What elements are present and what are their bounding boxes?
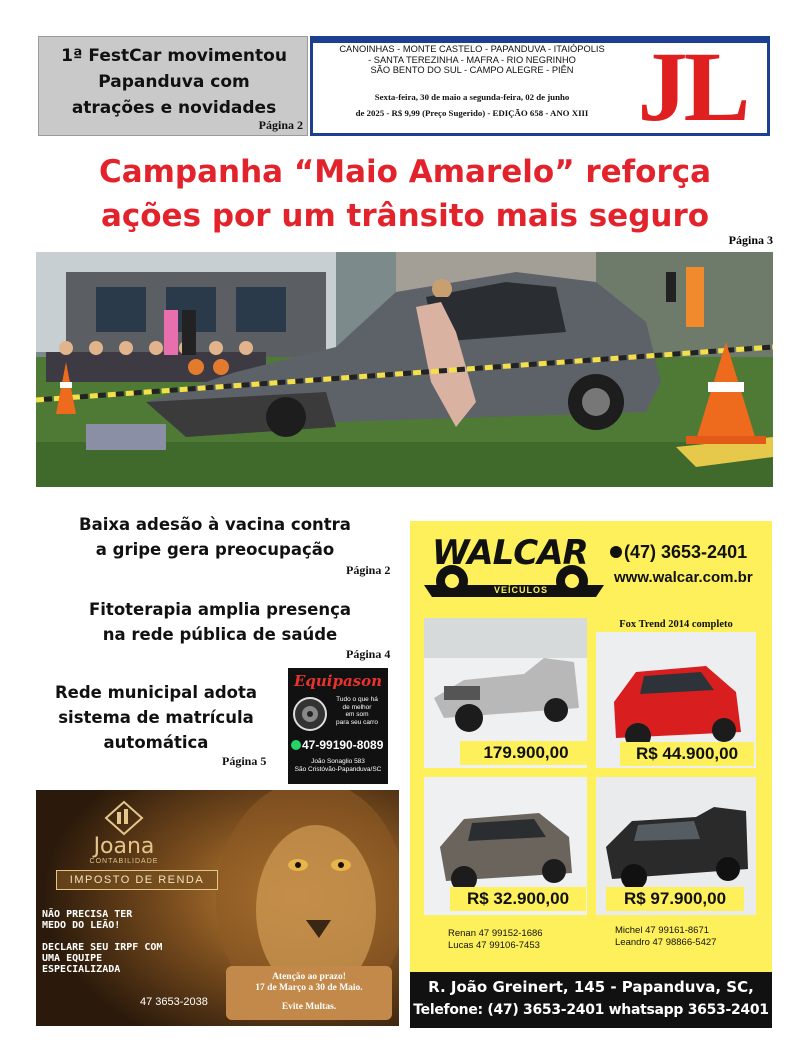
joana-brand: Joana xyxy=(93,834,155,859)
car-card-fox[interactable] xyxy=(596,618,756,768)
joana-notice2: Evite Multas. xyxy=(281,1002,337,1012)
equipason-brand: Equipason xyxy=(293,672,383,690)
headline-page-ref: Página 3 xyxy=(728,233,773,247)
contacts-right: Michel 47 99161-8671 Leandro 47 98866-5427 xyxy=(615,925,717,948)
teaser-enrollment[interactable]: Rede municipal adota sistema de matrícula automática xyxy=(54,683,258,752)
joana-call: DECLARE SEU IRPF COM UMA EQUIPE ESPECIALIZADA xyxy=(42,942,163,975)
equipason-tagline: Tudo o que há de melhor em som para seu carro xyxy=(336,696,378,726)
walcar-phones-line: Telefone: (47) 3653-2401 whatsapp 3653-2401 xyxy=(413,1002,769,1018)
main-headline[interactable]: Campanha “Maio Amarelo” reforça ações por um trânsito mais seguro xyxy=(98,154,712,234)
car-card-pickup[interactable] xyxy=(424,618,587,768)
price-fox: R$ 44.900,00 xyxy=(620,742,754,766)
main-photo xyxy=(36,252,773,487)
walcar-address-bar xyxy=(410,972,772,1028)
walcar-brand-sub: VEÍCULOS xyxy=(494,585,549,595)
equipason-phone[interactable]: 47-99190-8089 xyxy=(302,738,384,752)
joana-service: IMPOSTO DE RENDA xyxy=(56,870,218,890)
price-celta: R$ 32.900,00 xyxy=(450,887,586,911)
car-card-black[interactable] xyxy=(596,777,756,915)
whatsapp-icon xyxy=(291,740,301,750)
walcar-address: R. João Greinert, 145 - Papanduva, SC, xyxy=(428,978,754,996)
city-list: CANOINHAS - MONTE CASTELO - PAPANDUVA - ITAIÓPOLIS - SANTA TEREZINHA - MAFRA - RIO NEGRINHO SÃO BENTO DO SUL - CAMPO ALEGRE - PIÊN xyxy=(339,44,605,75)
equipason-ad[interactable] xyxy=(288,668,388,784)
teaser-enrollment-page: Página 5 xyxy=(222,754,267,768)
equipason-address: João Sonaglio 583 São Cristóvão-Papanduva/SC xyxy=(294,758,382,773)
walcar-ad[interactable] xyxy=(410,521,772,1028)
featured-label: Fox Trend 2014 completo xyxy=(596,618,756,632)
joana-phone[interactable]: 47 3653-2038 xyxy=(140,996,208,1008)
joana-notice: Atenção ao prazo! 17 de Março a 30 de Maio. xyxy=(255,972,363,993)
top-teaser-page: Página 2 xyxy=(258,118,303,132)
walcar-phone[interactable]: (47) 3653-2401 xyxy=(624,542,748,562)
walcar-website[interactable]: www.walcar.com.br xyxy=(614,569,753,586)
edition-info: Sexta-feira, 30 de maio a segunda-feira, 02 de junho de 2025 - R$ 9,99 (Preço Sugerido) - EDIÇÃO 658 - ANO XIII xyxy=(355,92,589,118)
joana-slogan: NÃO PRECISA TER MEDO DO LEÃO! xyxy=(42,909,133,931)
joana-contabilidade-ad[interactable] xyxy=(36,790,399,1026)
joana-logo-icon xyxy=(104,800,144,836)
jl-logo[interactable]: JL xyxy=(637,31,747,142)
top-teaser-title: 1ª FestCar movimentou Papanduva com atrações e novidades xyxy=(61,46,287,118)
walcar-brand: WALCAR xyxy=(432,533,588,573)
teaser-phytotherapy[interactable]: Fitoterapia amplia presença na rede pública de saúde xyxy=(89,600,351,644)
speaker-icon xyxy=(292,696,328,732)
car-card-celta[interactable] xyxy=(424,777,587,915)
price-black: R$ 97.900,00 xyxy=(606,887,744,911)
joana-deadline-box xyxy=(226,966,392,1020)
top-teaser-box[interactable] xyxy=(38,36,308,136)
crash-car-photo xyxy=(36,252,773,487)
teaser-vaccine-page: Página 2 xyxy=(346,563,391,577)
price-pickup: 179.900,00 xyxy=(460,741,587,765)
teaser-phytotherapy-page: Página 4 xyxy=(346,647,391,661)
whatsapp-icon xyxy=(610,546,622,558)
contacts-left: Renan 47 99152-1686 Lucas 47 99106-7453 xyxy=(448,928,543,951)
teaser-vaccine[interactable]: Baixa adesão à vacina contra a gripe gera preocupação xyxy=(79,515,351,559)
joana-sub: CONTABILIDADE xyxy=(89,858,159,865)
